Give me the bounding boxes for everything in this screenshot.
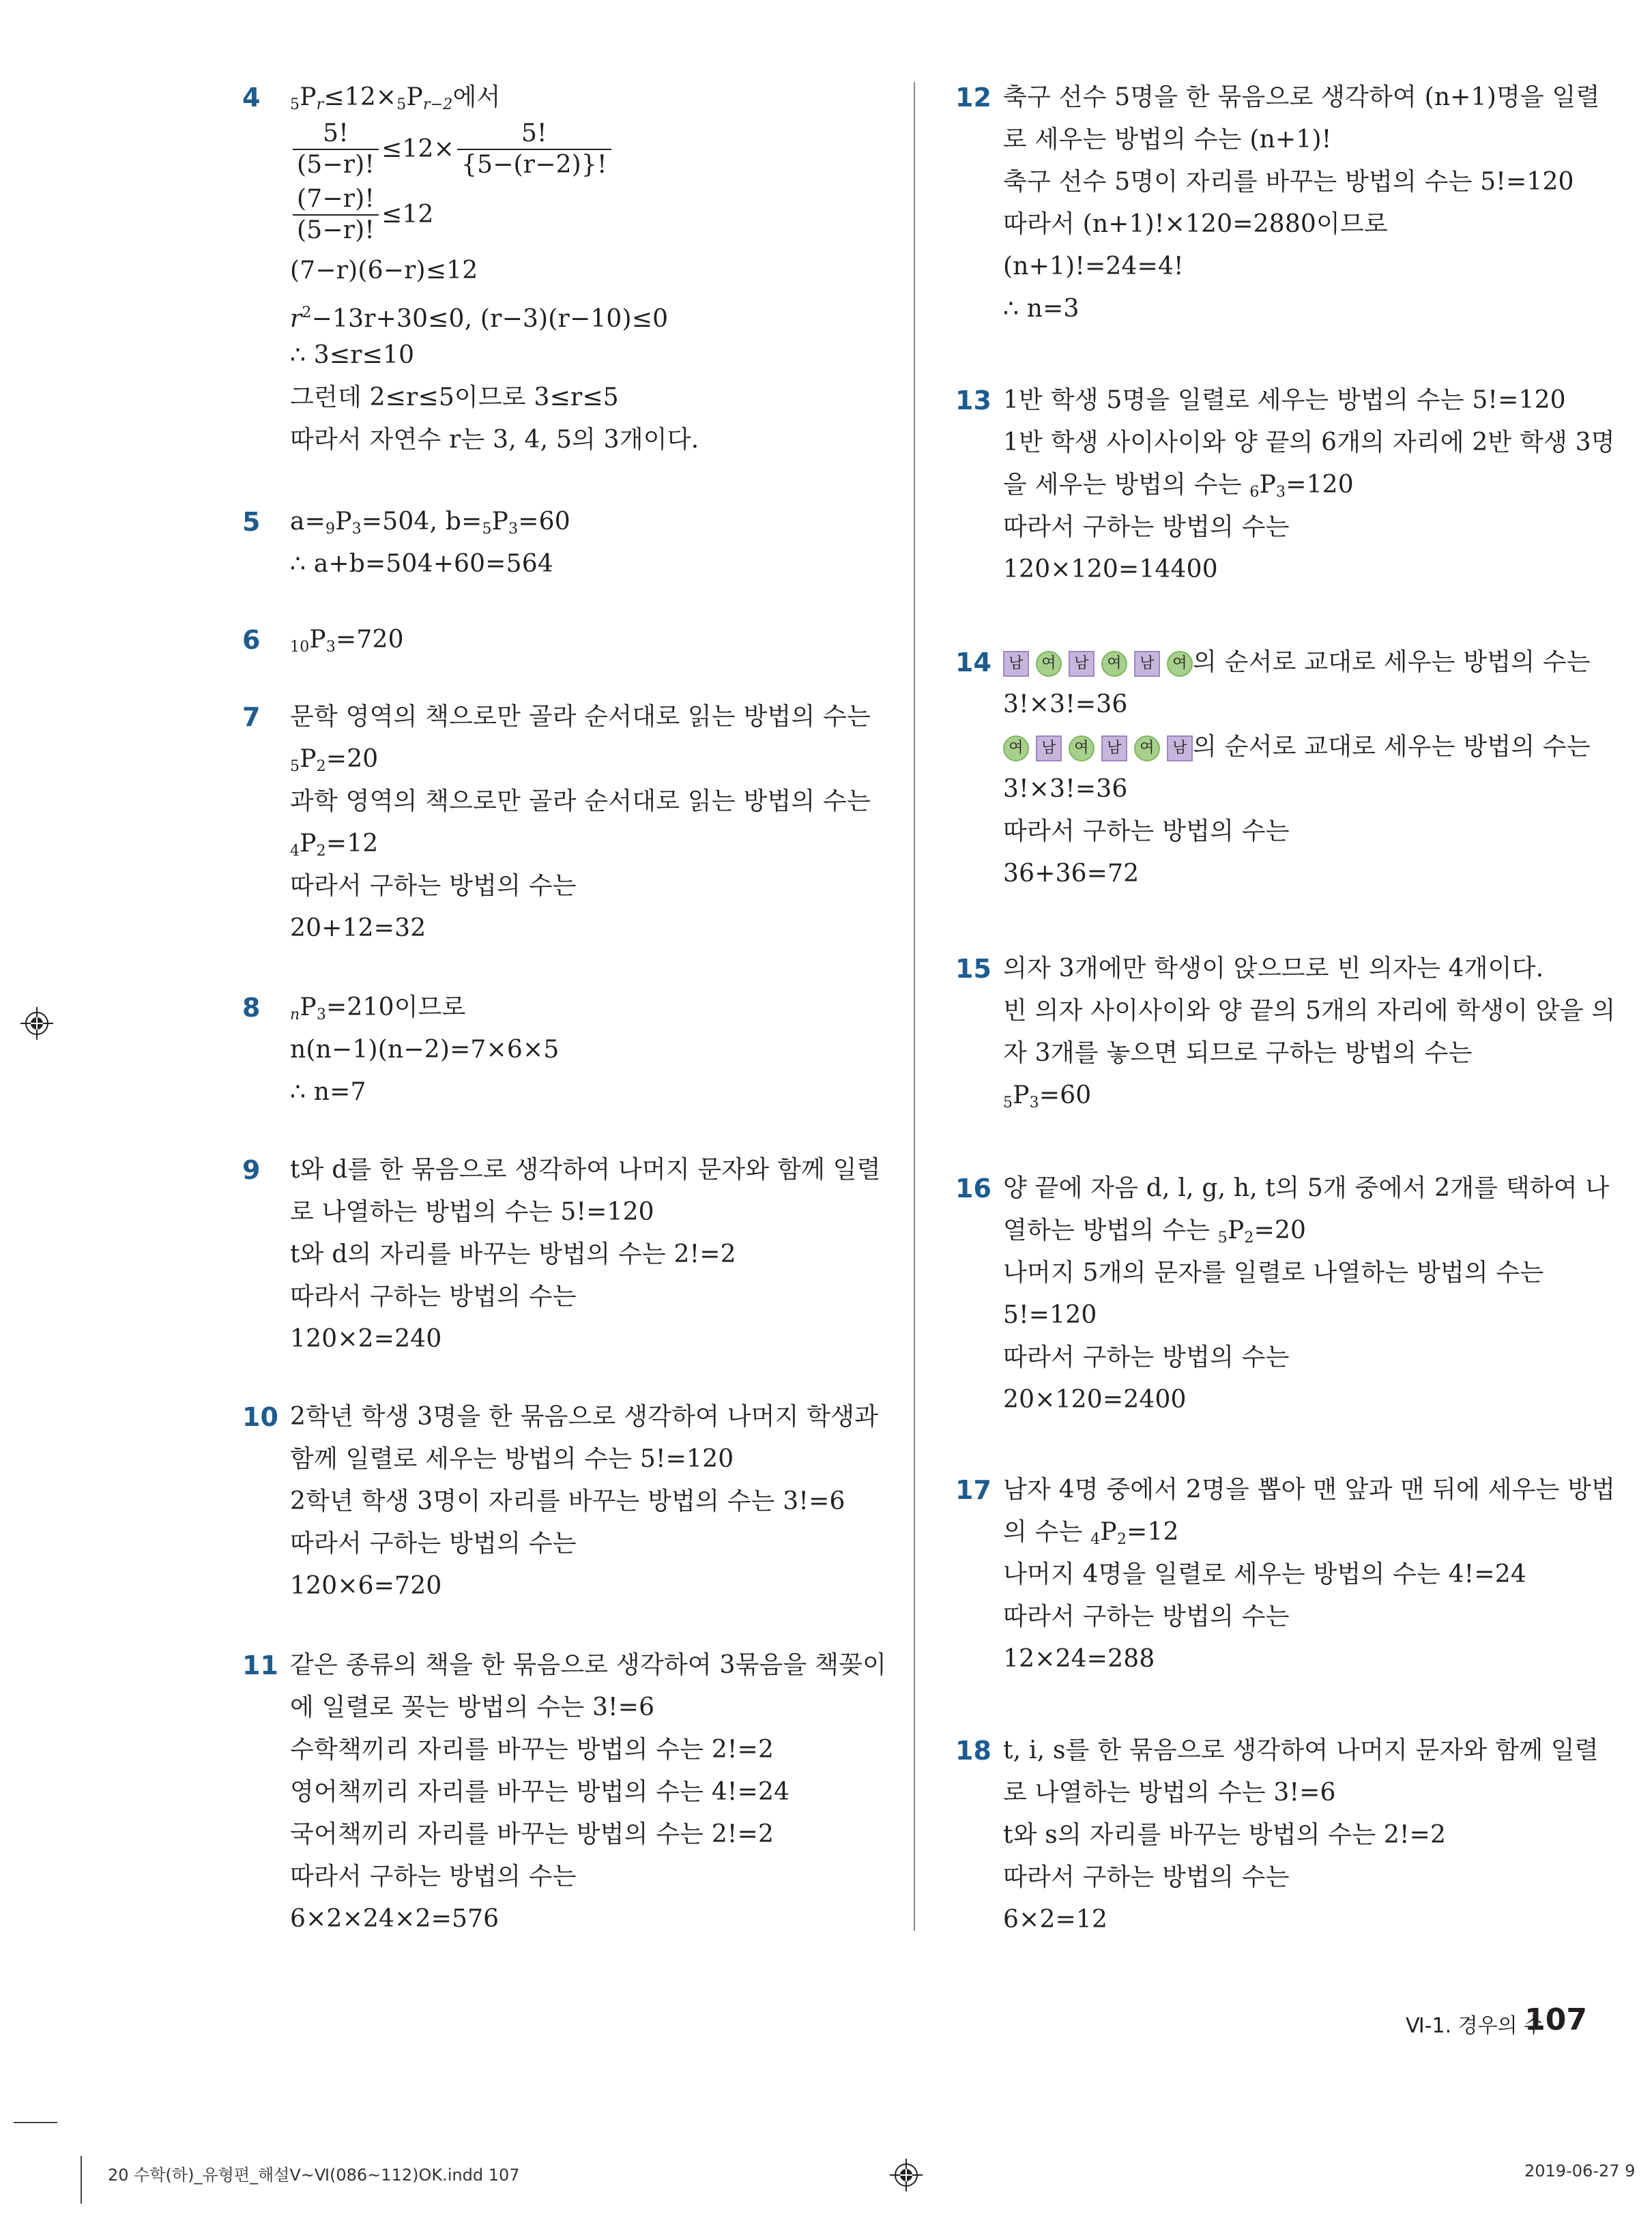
solution-line: 120×6=720: [290, 1572, 442, 1600]
file-date: 2019-06-27 9: [1524, 2161, 1636, 2181]
girl-circle: 여: [1003, 735, 1029, 761]
solution-line: 나머지 5개의 문자를 일렬로 나열하는 방법의 수는: [1003, 1259, 1544, 1287]
solution-line: 따라서 구하는 방법의 수는: [290, 1530, 577, 1558]
problem-body: [290, 501, 570, 585]
problem-body: [290, 1644, 886, 1940]
problem-body: [1003, 379, 1615, 591]
solution-line: 12×24=288: [1003, 1645, 1155, 1673]
boy-box: 남: [1069, 651, 1095, 677]
solution-line: 의 수는 $4P_2=12$: [1003, 1518, 1179, 1548]
solution-line: 에 일렬로 꽂는 방법의 수는 3!=6: [290, 1693, 655, 1721]
solution-line: $5P_2=20$: [290, 745, 379, 775]
girl-circle: 여: [1069, 735, 1095, 761]
solution-line: 영어책끼리 자리를 바꾸는 방법의 수는 4!=24: [290, 1778, 790, 1806]
solution-line-fraction: $\frac{5!}{(5-r)!}$ ≤12× $\frac{5!}{\{5-(r-2)\}!}$: [290, 119, 699, 184]
solution-line: $10P_3=720$: [290, 626, 404, 656]
problem-body: [290, 619, 404, 661]
girl-circle: 여: [1101, 651, 1127, 677]
column-divider: [914, 82, 915, 1931]
solution-line: 5!=120: [1003, 1301, 1097, 1329]
solution-line: 2학년 학생 3명이 자리를 바꾸는 방법의 수는 3!=6: [290, 1487, 845, 1515]
solution-line: ∴ n=3: [1003, 295, 1079, 323]
problem-number: 18: [955, 1736, 991, 1766]
solution-line: t와 d의 자리를 바꾸는 방법의 수는 2!=2: [290, 1240, 736, 1268]
solution-line: 120×120=14400: [1003, 555, 1218, 583]
boy-box: 남: [1167, 735, 1193, 761]
fraction: $\frac{5!}{\{5-(r-2)\}!}$: [457, 119, 611, 180]
problem-body: [1003, 641, 1591, 895]
problem-body: [290, 1149, 881, 1360]
problem-number: 8: [242, 993, 261, 1023]
girl-circle: 여: [1167, 651, 1193, 677]
solution-line: 같은 종류의 책을 한 묶음으로 생각하여 3묶음을 책꽂이: [290, 1651, 887, 1679]
solution-line: 열하는 방법의 수는 $5P_2=20$: [1003, 1216, 1307, 1246]
solution-line: 양 끝에 자음 d, l, g, h, t의 5개 중에서 2개를 택하여 나: [1003, 1174, 1610, 1202]
solution-line: $a=9P_3=504$, $b=5P_3=60$: [290, 508, 570, 538]
problem-body: [1003, 76, 1600, 330]
problem-number: 4: [242, 83, 261, 113]
problem-number: 5: [242, 507, 261, 537]
solution-line: 의자 3개에만 학생이 앉으므로 빈 의자는 4개이다.: [1003, 954, 1544, 982]
solution-line: 120×2=240: [290, 1325, 442, 1353]
solution-line: 함께 일렬로 세우는 방법의 수는 5!=120: [290, 1445, 734, 1473]
problem-number: 16: [955, 1173, 991, 1204]
problem-body: [1003, 1730, 1599, 1941]
crop-mark: [81, 2156, 82, 2204]
solution-line: 과학 영역의 책으로만 골라 순서대로 읽는 방법의 수는: [290, 787, 871, 815]
problem-number: 17: [955, 1475, 991, 1505]
problem-body: [290, 76, 699, 461]
solution-line: 로 세우는 방법의 수는 (n+1)!: [1003, 126, 1332, 154]
boy-box: 남: [1134, 651, 1160, 677]
page-number: 107: [1524, 2002, 1587, 2037]
problem-body: [1003, 1469, 1615, 1680]
solution-line: t와 s의 자리를 바꾸는 방법의 수는 2!=2: [1003, 1821, 1447, 1849]
solution-line: 로 나열하는 방법의 수는 5!=120: [290, 1198, 654, 1226]
solution-line: (7−r)(6−r)≤12: [290, 257, 478, 285]
problem-number: 15: [955, 954, 991, 984]
solution-line: $r^2-13r+30\le 0$, (r−3)(r−10)≤0: [290, 304, 669, 333]
solution-line: 20×120=2400: [1003, 1386, 1187, 1414]
chapter-label: Ⅵ-1. 경우의 수: [1406, 2014, 1544, 2038]
boy-box: 남: [1036, 735, 1062, 761]
girl-circle: 여: [1134, 735, 1160, 761]
girl-circle: 여: [1036, 651, 1062, 677]
solution-line: ∴ n=7: [290, 1078, 366, 1106]
solution-line: 36+36=72: [1003, 860, 1140, 888]
problem-number: 14: [955, 647, 991, 677]
solution-line: 따라서 자연수 r는 3, 4, 5의 3개이다.: [290, 426, 699, 454]
solution-line: 따라서 구하는 방법의 수는: [1003, 817, 1290, 845]
solution-line: 자 3개를 놓으면 되므로 구하는 방법의 수는: [1003, 1039, 1473, 1067]
solution-line: 따라서 구하는 방법의 수는: [1003, 1863, 1290, 1891]
solution-line: $4P_2=12$: [290, 830, 379, 860]
solution-line-arrangement: 여 남 여 남 여 남 의 순서로 교대로 세우는 방법의 수는: [1003, 726, 1591, 768]
solution-line: 따라서 구하는 방법의 수는: [290, 1863, 577, 1891]
solution-line: ∴ 3≤r≤10: [290, 341, 415, 369]
solution-line: 따라서 구하는 방법의 수는: [290, 872, 577, 900]
fraction: $\frac{(7-r)!}{(5-r)!}$: [293, 184, 379, 246]
solution-line: ∴ a+b=504+60=564: [290, 550, 553, 578]
solution-line: 20+12=32: [290, 914, 426, 942]
solution-line: $nP_3=210$이므로: [290, 993, 466, 1023]
problem-body: [290, 1396, 878, 1607]
crop-mark: [14, 2122, 57, 2123]
problem-body: [1003, 1167, 1609, 1421]
solution-line: 그런데 2≤r≤5이므로 3≤r≤5: [290, 383, 619, 411]
solution-line: 따라서 (n+1)!×120=2880이므로: [1003, 210, 1388, 238]
solution-line: 따라서 구하는 방법의 수는: [1003, 1603, 1290, 1631]
problem-number: 11: [242, 1650, 278, 1680]
solution-line: t, i, s를 한 묶음으로 생각하여 나머지 문자와 함께 일렬: [1003, 1736, 1599, 1764]
boy-box: 남: [1003, 651, 1029, 677]
problem-number: 9: [242, 1155, 261, 1185]
solution-line: n(n−1)(n−2)=7×6×5: [290, 1036, 560, 1064]
solution-line: 축구 선수 5명을 한 묶음으로 생각하여 (n+1)명을 일렬: [1003, 83, 1600, 111]
solution-line: 나머지 4명을 일렬로 세우는 방법의 수는 4!=24: [1003, 1560, 1526, 1588]
solution-line: t와 d를 한 묶음으로 생각하여 나머지 문자와 함께 일렬: [290, 1156, 881, 1184]
solution-line-fraction: $\frac{(7-r)!}{(5-r)!}$ ≤12: [290, 184, 699, 250]
problem-body: [1003, 948, 1615, 1117]
solution-line-arrangement: 남 여 남 여 남 여 의 순서로 교대로 세우는 방법의 수는: [1003, 641, 1591, 684]
solution-line: 문학 영역의 책으로만 골라 순서대로 읽는 방법의 수는: [290, 703, 871, 731]
solution-line: 따라서 구하는 방법의 수는: [290, 1283, 577, 1311]
problem-body: [290, 696, 871, 950]
solution-line: $5P_3=60$: [1003, 1081, 1092, 1111]
solution-line: 2학년 학생 3명을 한 묶음으로 생각하여 나머지 학생과: [290, 1403, 879, 1431]
solution-line: 로 나열하는 방법의 수는 3!=6: [1003, 1779, 1336, 1807]
solution-line: 수학책끼리 자리를 바꾸는 방법의 수는 2!=2: [290, 1736, 774, 1764]
solution-line: 따라서 구하는 방법의 수는: [1003, 513, 1290, 541]
problem-number: 10: [242, 1402, 278, 1432]
solution-line: 1반 학생 사이사이와 양 끝의 6개의 자리에 2반 학생 3명: [1003, 428, 1615, 456]
fraction: $\frac{5!}{(5-r)!}$: [293, 119, 379, 180]
solution-line: 1반 학생 5명을 일렬로 세우는 방법의 수는 5!=120: [1003, 386, 1566, 414]
solution-line: 축구 선수 5명이 자리를 바꾸는 방법의 수는 5!=120: [1003, 168, 1574, 196]
problem-body: [290, 987, 559, 1113]
solution-line: 따라서 구하는 방법의 수는: [1003, 1343, 1290, 1371]
solution-line: 3!×3!=36: [1003, 775, 1128, 803]
solution-line: 남자 4명 중에서 2명을 뽑아 맨 앞과 맨 뒤에 세우는 방법: [1003, 1476, 1616, 1504]
solution-line: $5P_r\le 12\times 5P_{r-2}$에서: [290, 83, 501, 113]
problem-number: 7: [242, 702, 261, 732]
registration-mark-icon: [20, 1007, 53, 1040]
solution-line: 3!×3!=36: [1003, 690, 1128, 718]
solution-line: 6×2=12: [1003, 1906, 1108, 1934]
problem-number: 6: [242, 625, 261, 655]
solution-line: 국어책끼리 자리를 바꾸는 방법의 수는 2!=2: [290, 1820, 774, 1848]
problem-number: 13: [955, 385, 991, 416]
solution-line: (n+1)!=24=4!: [1003, 252, 1184, 280]
file-info: 20 수학(하)_유형편_해설Ⅴ~Ⅵ(086~112)OK.indd 107: [108, 2166, 520, 2185]
solution-line: 을 세우는 방법의 수는 $6P_3=120$: [1003, 471, 1354, 501]
boy-box: 남: [1101, 735, 1127, 761]
problem-number: 12: [955, 83, 991, 113]
registration-mark-icon: [890, 2159, 923, 2191]
solution-line: 6×2×24×2=576: [290, 1905, 499, 1933]
solution-line: 빈 의자 사이사이와 양 끝의 5개의 자리에 학생이 앉을 의: [1003, 997, 1616, 1025]
